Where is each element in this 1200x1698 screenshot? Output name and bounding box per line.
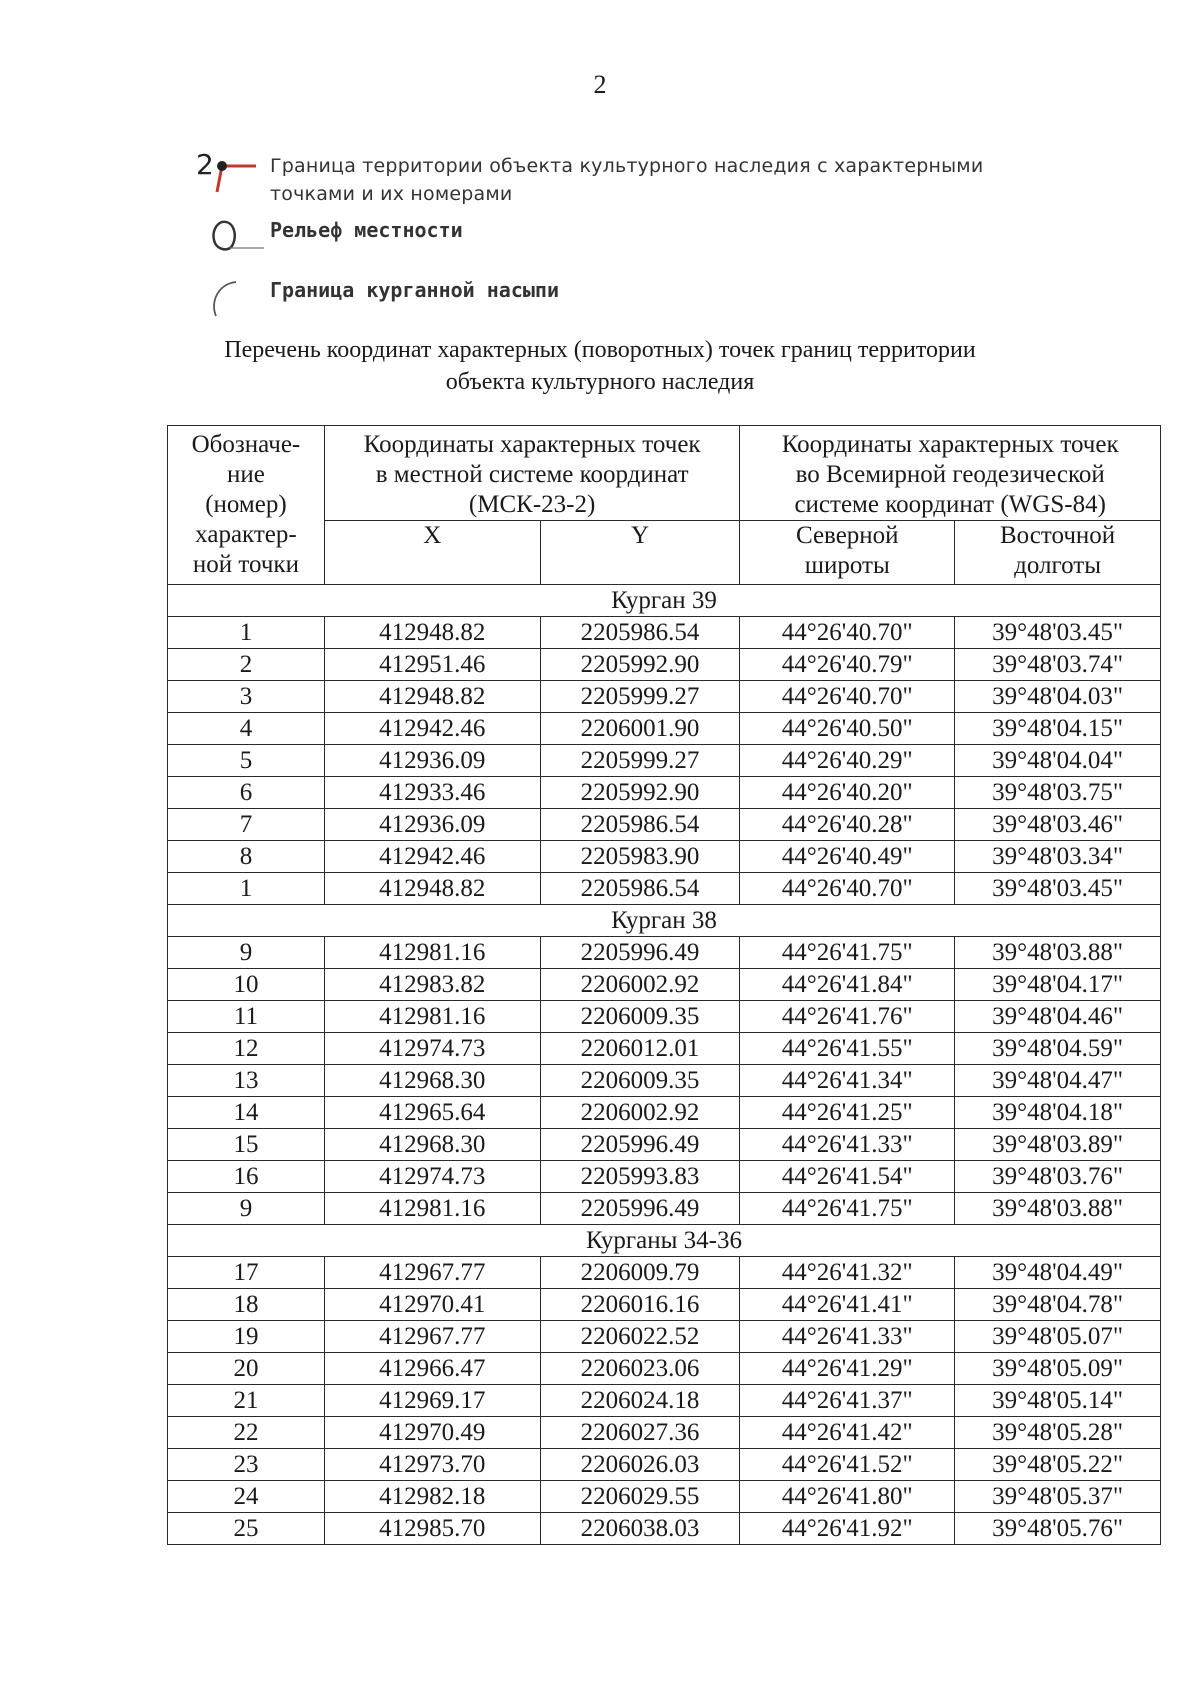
point-number: 13	[168, 1065, 325, 1097]
longitude-east: 39°48'03.89"	[955, 1129, 1161, 1161]
table-row	[168, 1129, 1161, 1161]
point-number: 12	[168, 1033, 325, 1065]
latitude-north: 44°26'40.29"	[740, 745, 955, 777]
coordinates-table	[167, 425, 1161, 1545]
longitude-east: 39°48'04.47"	[955, 1065, 1161, 1097]
longitude-east: 39°48'03.88"	[955, 937, 1161, 969]
latitude-north: 44°26'40.70"	[740, 681, 955, 713]
table-row	[168, 1001, 1161, 1033]
local-y: 2206001.90	[540, 713, 740, 745]
local-x: 412965.64	[324, 1097, 540, 1129]
local-x: 412969.17	[324, 1385, 540, 1417]
longitude-east: 39°48'05.76"	[955, 1513, 1161, 1545]
latitude-north: 44°26'40.28"	[740, 809, 955, 841]
local-y: 2206016.16	[540, 1289, 740, 1321]
longitude-east: 39°48'05.09"	[955, 1353, 1161, 1385]
table-row	[168, 713, 1161, 745]
longitude-east: 39°48'05.14"	[955, 1385, 1161, 1417]
longitude-east: 39°48'03.75"	[955, 777, 1161, 809]
point-number: 23	[168, 1449, 325, 1481]
legend-mound-text: Граница курганной насыпи	[270, 278, 559, 302]
header-local-coordinates: Координаты характерных точек в местной системе координат (МСК-23-2)	[324, 426, 740, 521]
longitude-east: 39°48'03.88"	[955, 1193, 1161, 1225]
local-x: 412948.82	[324, 873, 540, 905]
local-y: 2205999.27	[540, 745, 740, 777]
point-number: 3	[168, 681, 325, 713]
local-x: 412968.30	[324, 1065, 540, 1097]
legend-mound	[190, 270, 1090, 320]
point-number: 6	[168, 777, 325, 809]
local-y: 2205993.83	[540, 1161, 740, 1193]
local-x: 412983.82	[324, 969, 540, 1001]
latitude-north: 44°26'41.42"	[740, 1417, 955, 1449]
longitude-east: 39°48'04.15"	[955, 713, 1161, 745]
table-row	[168, 1353, 1161, 1385]
local-y: 2205992.90	[540, 777, 740, 809]
table-row	[168, 1385, 1161, 1417]
latitude-north: 44°26'41.75"	[740, 1193, 955, 1225]
local-y: 2206009.35	[540, 1001, 740, 1033]
local-y: 2205986.54	[540, 873, 740, 905]
group-name: Курган 39	[168, 585, 1161, 617]
latitude-north: 44°26'40.20"	[740, 777, 955, 809]
point-number: 17	[168, 1257, 325, 1289]
longitude-east: 39°48'05.07"	[955, 1321, 1161, 1353]
latitude-north: 44°26'41.84"	[740, 969, 955, 1001]
longitude-east: 39°48'03.45"	[955, 617, 1161, 649]
latitude-north: 44°26'40.49"	[740, 841, 955, 873]
point-number: 15	[168, 1129, 325, 1161]
table-row	[168, 681, 1161, 713]
local-x: 412967.77	[324, 1321, 540, 1353]
point-number: 1	[168, 617, 325, 649]
longitude-east: 39°48'04.03"	[955, 681, 1161, 713]
local-y: 2206009.79	[540, 1257, 740, 1289]
boundary-point-number: 2	[196, 148, 214, 181]
point-number: 14	[168, 1097, 325, 1129]
latitude-north: 44°26'41.29"	[740, 1353, 955, 1385]
local-x: 412968.30	[324, 1129, 540, 1161]
group-header-row	[168, 1225, 1161, 1257]
group-header-row	[168, 585, 1161, 617]
longitude-east: 39°48'05.28"	[955, 1417, 1161, 1449]
local-y: 2205996.49	[540, 1129, 740, 1161]
table-row	[168, 969, 1161, 1001]
point-number: 24	[168, 1481, 325, 1513]
latitude-north: 44°26'41.34"	[740, 1065, 955, 1097]
longitude-east: 39°48'03.76"	[955, 1161, 1161, 1193]
header-north: Северной широты	[740, 521, 955, 585]
header-designation: Обозначе- ние (номер) характер- ной точки	[168, 426, 325, 585]
table-row	[168, 841, 1161, 873]
local-x: 412973.70	[324, 1449, 540, 1481]
local-x: 412985.70	[324, 1513, 540, 1545]
latitude-north: 44°26'40.50"	[740, 713, 955, 745]
local-x: 412974.73	[324, 1161, 540, 1193]
table-row	[168, 777, 1161, 809]
longitude-east: 39°48'04.04"	[955, 745, 1161, 777]
table-row	[168, 1065, 1161, 1097]
local-x: 412936.09	[324, 745, 540, 777]
latitude-north: 44°26'41.52"	[740, 1449, 955, 1481]
latitude-north: 44°26'41.75"	[740, 937, 955, 969]
local-y: 2206024.18	[540, 1385, 740, 1417]
header-wgs-coordinates: Координаты характерных точек во Всемирной геодезической системе координат (WGS-84)	[740, 426, 1161, 521]
header-east: Восточной долготы	[955, 521, 1161, 585]
local-y: 2205992.90	[540, 649, 740, 681]
point-number: 8	[168, 841, 325, 873]
legend-relief-text: Рельеф местности	[270, 218, 463, 242]
table-row	[168, 745, 1161, 777]
local-x: 412970.49	[324, 1417, 540, 1449]
table-row	[168, 1321, 1161, 1353]
point-number: 1	[168, 873, 325, 905]
latitude-north: 44°26'40.70"	[740, 617, 955, 649]
document-title: Перечень координат характерных (поворотных) точек границ территории объекта культурного наследия	[224, 337, 976, 395]
point-number: 9	[168, 937, 325, 969]
local-y: 2206002.92	[540, 1097, 740, 1129]
point-number: 21	[168, 1385, 325, 1417]
page-number: 2	[593, 70, 607, 99]
table-row	[168, 617, 1161, 649]
latitude-north: 44°26'41.76"	[740, 1001, 955, 1033]
local-y: 2206026.03	[540, 1449, 740, 1481]
latitude-north: 44°26'41.33"	[740, 1321, 955, 1353]
local-x: 412951.46	[324, 649, 540, 681]
longitude-east: 39°48'05.37"	[955, 1481, 1161, 1513]
longitude-east: 39°48'04.17"	[955, 969, 1161, 1001]
boundary-line-icon	[212, 154, 272, 204]
table-row	[168, 1033, 1161, 1065]
local-x: 412948.82	[324, 681, 540, 713]
latitude-north: 44°26'41.54"	[740, 1161, 955, 1193]
local-x: 412981.16	[324, 937, 540, 969]
local-y: 2205996.49	[540, 937, 740, 969]
local-x: 412974.73	[324, 1033, 540, 1065]
longitude-east: 39°48'04.49"	[955, 1257, 1161, 1289]
local-x: 412967.77	[324, 1257, 540, 1289]
point-number: 9	[168, 1193, 325, 1225]
longitude-east: 39°48'03.46"	[955, 809, 1161, 841]
local-x: 412948.82	[324, 617, 540, 649]
longitude-east: 39°48'03.74"	[955, 649, 1161, 681]
table-row	[168, 1289, 1161, 1321]
table-row	[168, 873, 1161, 905]
point-number: 22	[168, 1417, 325, 1449]
local-y: 2205986.54	[540, 617, 740, 649]
local-x: 412982.18	[324, 1481, 540, 1513]
table-row	[168, 649, 1161, 681]
latitude-north: 44°26'40.70"	[740, 873, 955, 905]
local-y: 2206029.55	[540, 1481, 740, 1513]
local-y: 2206022.52	[540, 1321, 740, 1353]
table-row	[168, 1449, 1161, 1481]
longitude-east: 39°48'04.59"	[955, 1033, 1161, 1065]
local-y: 2206027.36	[540, 1417, 740, 1449]
latitude-north: 44°26'41.55"	[740, 1033, 955, 1065]
longitude-east: 39°48'04.18"	[955, 1097, 1161, 1129]
header-y: Y	[540, 521, 740, 585]
map-legend	[190, 150, 1090, 320]
point-number: 4	[168, 713, 325, 745]
local-y: 2206002.92	[540, 969, 740, 1001]
latitude-north: 44°26'41.92"	[740, 1513, 955, 1545]
table-row	[168, 1193, 1161, 1225]
local-y: 2205999.27	[540, 681, 740, 713]
local-y: 2206023.06	[540, 1353, 740, 1385]
latitude-north: 44°26'41.32"	[740, 1257, 955, 1289]
table-row	[168, 1257, 1161, 1289]
table-row	[168, 1097, 1161, 1129]
latitude-north: 44°26'40.79"	[740, 649, 955, 681]
header-x: X	[324, 521, 540, 585]
legend-boundary	[190, 150, 1090, 212]
local-x: 412942.46	[324, 713, 540, 745]
point-number: 20	[168, 1353, 325, 1385]
longitude-east: 39°48'03.45"	[955, 873, 1161, 905]
table-row	[168, 1161, 1161, 1193]
group-name: Курганы 34-36	[168, 1225, 1161, 1257]
local-x: 412936.09	[324, 809, 540, 841]
table-row	[168, 809, 1161, 841]
table-row	[168, 937, 1161, 969]
local-x: 412933.46	[324, 777, 540, 809]
point-number: 10	[168, 969, 325, 1001]
point-number: 18	[168, 1289, 325, 1321]
table-body	[168, 585, 1161, 1545]
point-number: 7	[168, 809, 325, 841]
point-number: 11	[168, 1001, 325, 1033]
latitude-north: 44°26'41.33"	[740, 1129, 955, 1161]
local-y: 2205996.49	[540, 1193, 740, 1225]
point-number: 16	[168, 1161, 325, 1193]
longitude-east: 39°48'04.78"	[955, 1289, 1161, 1321]
local-y: 2205986.54	[540, 809, 740, 841]
local-y: 2206038.03	[540, 1513, 740, 1545]
longitude-east: 39°48'03.34"	[955, 841, 1161, 873]
point-number: 5	[168, 745, 325, 777]
point-number: 2	[168, 649, 325, 681]
local-y: 2206009.35	[540, 1065, 740, 1097]
latitude-north: 44°26'41.41"	[740, 1289, 955, 1321]
group-name: Курган 38	[168, 905, 1161, 937]
table-row	[168, 1513, 1161, 1545]
local-x: 412966.47	[324, 1353, 540, 1385]
local-x: 412970.41	[324, 1289, 540, 1321]
latitude-north: 44°26'41.80"	[740, 1481, 955, 1513]
local-y: 2206012.01	[540, 1033, 740, 1065]
table-row	[168, 1481, 1161, 1513]
legend-relief	[190, 212, 1090, 270]
local-x: 412981.16	[324, 1193, 540, 1225]
local-x: 412981.16	[324, 1001, 540, 1033]
local-y: 2205983.90	[540, 841, 740, 873]
point-number: 25	[168, 1513, 325, 1545]
legend-boundary-text: Граница территории объекта культурного наследия с характерными точками и их номерами	[270, 155, 984, 205]
point-number: 19	[168, 1321, 325, 1353]
local-x: 412942.46	[324, 841, 540, 873]
longitude-east: 39°48'04.46"	[955, 1001, 1161, 1033]
latitude-north: 44°26'41.37"	[740, 1385, 955, 1417]
longitude-east: 39°48'05.22"	[955, 1449, 1161, 1481]
table-row	[168, 1417, 1161, 1449]
latitude-north: 44°26'41.25"	[740, 1097, 955, 1129]
group-header-row	[168, 905, 1161, 937]
